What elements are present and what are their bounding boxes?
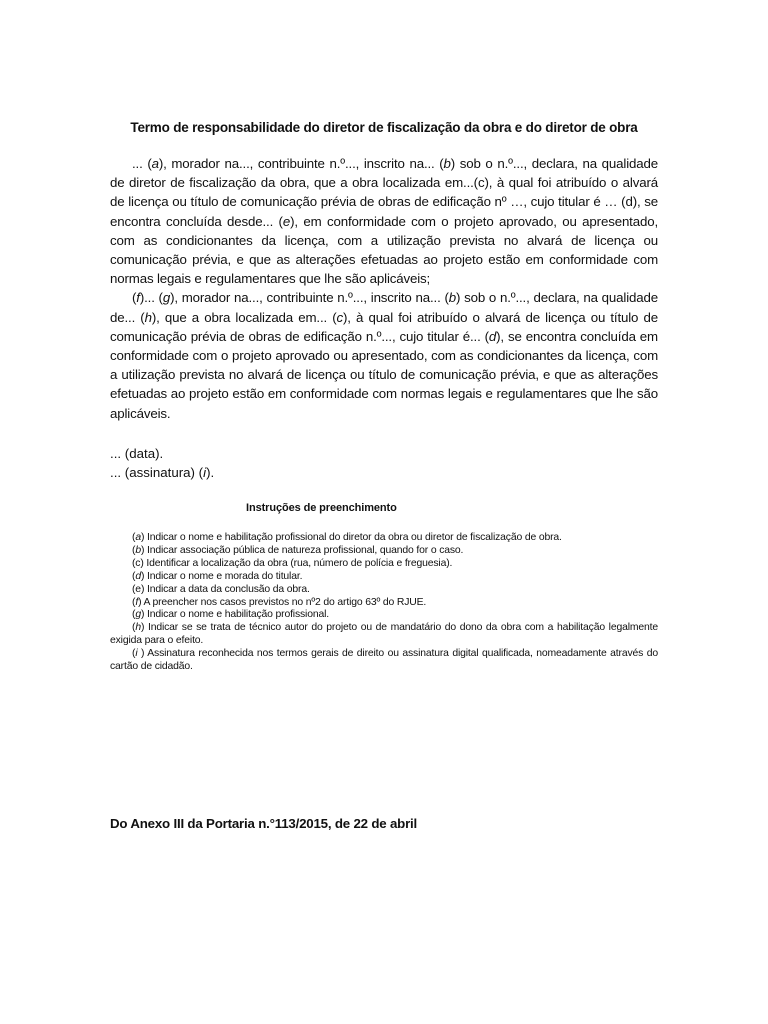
italic-reference-letter: f [136,290,140,306]
italic-reference-letter: e [282,213,291,229]
italic-reference-letter: g [135,609,141,621]
instructions-list [110,532,658,674]
italic-reference-letter: b [448,290,456,306]
italic-reference-letter: h [135,622,141,634]
italic-reference-letter: a [151,156,159,171]
instructions-title: Instruções de preenchimento [246,502,397,514]
declaration-body [110,154,658,423]
italic-reference-letter: b [443,156,451,171]
italic-reference-letter: c [336,309,344,325]
italic-reference-letter: a [135,532,141,543]
declaration-paragraph-director-obra: (f)... (g), morador na..., contribuinte n.º..., inscrito na... (b) sob o n.º..., declara, na qualidade de... (h), que a obra localizada em... (c), à qual foi atribuído o alvará de licença ou título de comunicação prévia de obras de edificação n.º..., cujo titular é... (d), se encontra concluída em conformidade com o projeto aprovado ou apresentado, com as condicionantes da licença, com a utilização prevista no alvará de licença ou título de comunicação prévia, e que as alterações efetuadas ao projeto estão em conformidade com normas legais e regulamentares que lhe são aplicáveis. [110,290,659,421]
instruction-item: (h) Indicar se se trata de técnico autor do projeto ou de mandatário do dono da obra com a habilitação legalmente exigida para o efeito. [110,622,658,647]
italic-reference-letter: i [135,648,138,660]
instruction-item: (e) Indicar a data da conclusão da obra. [132,583,310,595]
declaration-paragraph-director-fiscalizacao: ... (a), morador na..., contribuinte n.º..., inscrito na... (b) sob o n.º..., declara, na qualidade de diretor de fiscalização da obra, que a obra localizada em...(c), à qual foi atribuído o alvará de licença ou título de comunicação prévia de obras de edificação nº …, cujo titular é … (d), se encontra concluída desde... (e), em conformidade com o projeto aprovado, ou apresentado, com as condicionantes da licença, com a utilização prevista no alvará de licença ou comunicação prévia, e que as alterações efetuadas ao projeto estão em conformidade com normas legais e regulamentares que lhe são aplicáveis; [110,156,659,287]
instruction-item: (d) Indicar o nome e morada do titular. [132,570,303,582]
italic-reference-letter: f [135,596,139,608]
italic-reference-letter: i [203,465,207,481]
italic-reference-letter: d [488,328,497,344]
italic-reference-letter: h [144,309,152,325]
date-line: ... (data). [110,446,164,461]
instruction-item: (c) Identificar a localização da obra (rua, número de polícia e freguesia). [132,557,453,569]
document-title: Termo de responsabilidade do diretor de fiscalização da obra e do diretor de obra [130,120,638,135]
instruction-item: (b) Indicar associação pública de natureza profissional, quando for o caso. [132,544,464,556]
instruction-item: (f) A preencher nos casos previstos no nº2 do artigo 63º do RJUE. [132,596,427,608]
source-footer: Do Anexo III da Portaria n.°113/2015, de 22 de abril [110,816,418,831]
instruction-item: (g) Indicar o nome e habilitação profissional. [132,609,329,621]
instruction-item: (a) Indicar o nome e habilitação profissional do diretor da obra ou diretor de fiscalização de obra. [132,532,562,543]
italic-reference-letter: b [135,544,141,556]
signature-block [110,444,658,482]
instruction-item: (i ) Assinatura reconhecida nos termos gerais de direito ou assinatura digital qualificada, nomeadamente através do cartão de cidadão. [110,648,658,673]
italic-reference-letter: d [135,570,141,582]
signature-line: ... (assinatura) (i). [110,465,215,481]
italic-reference-letter: g [162,290,171,306]
